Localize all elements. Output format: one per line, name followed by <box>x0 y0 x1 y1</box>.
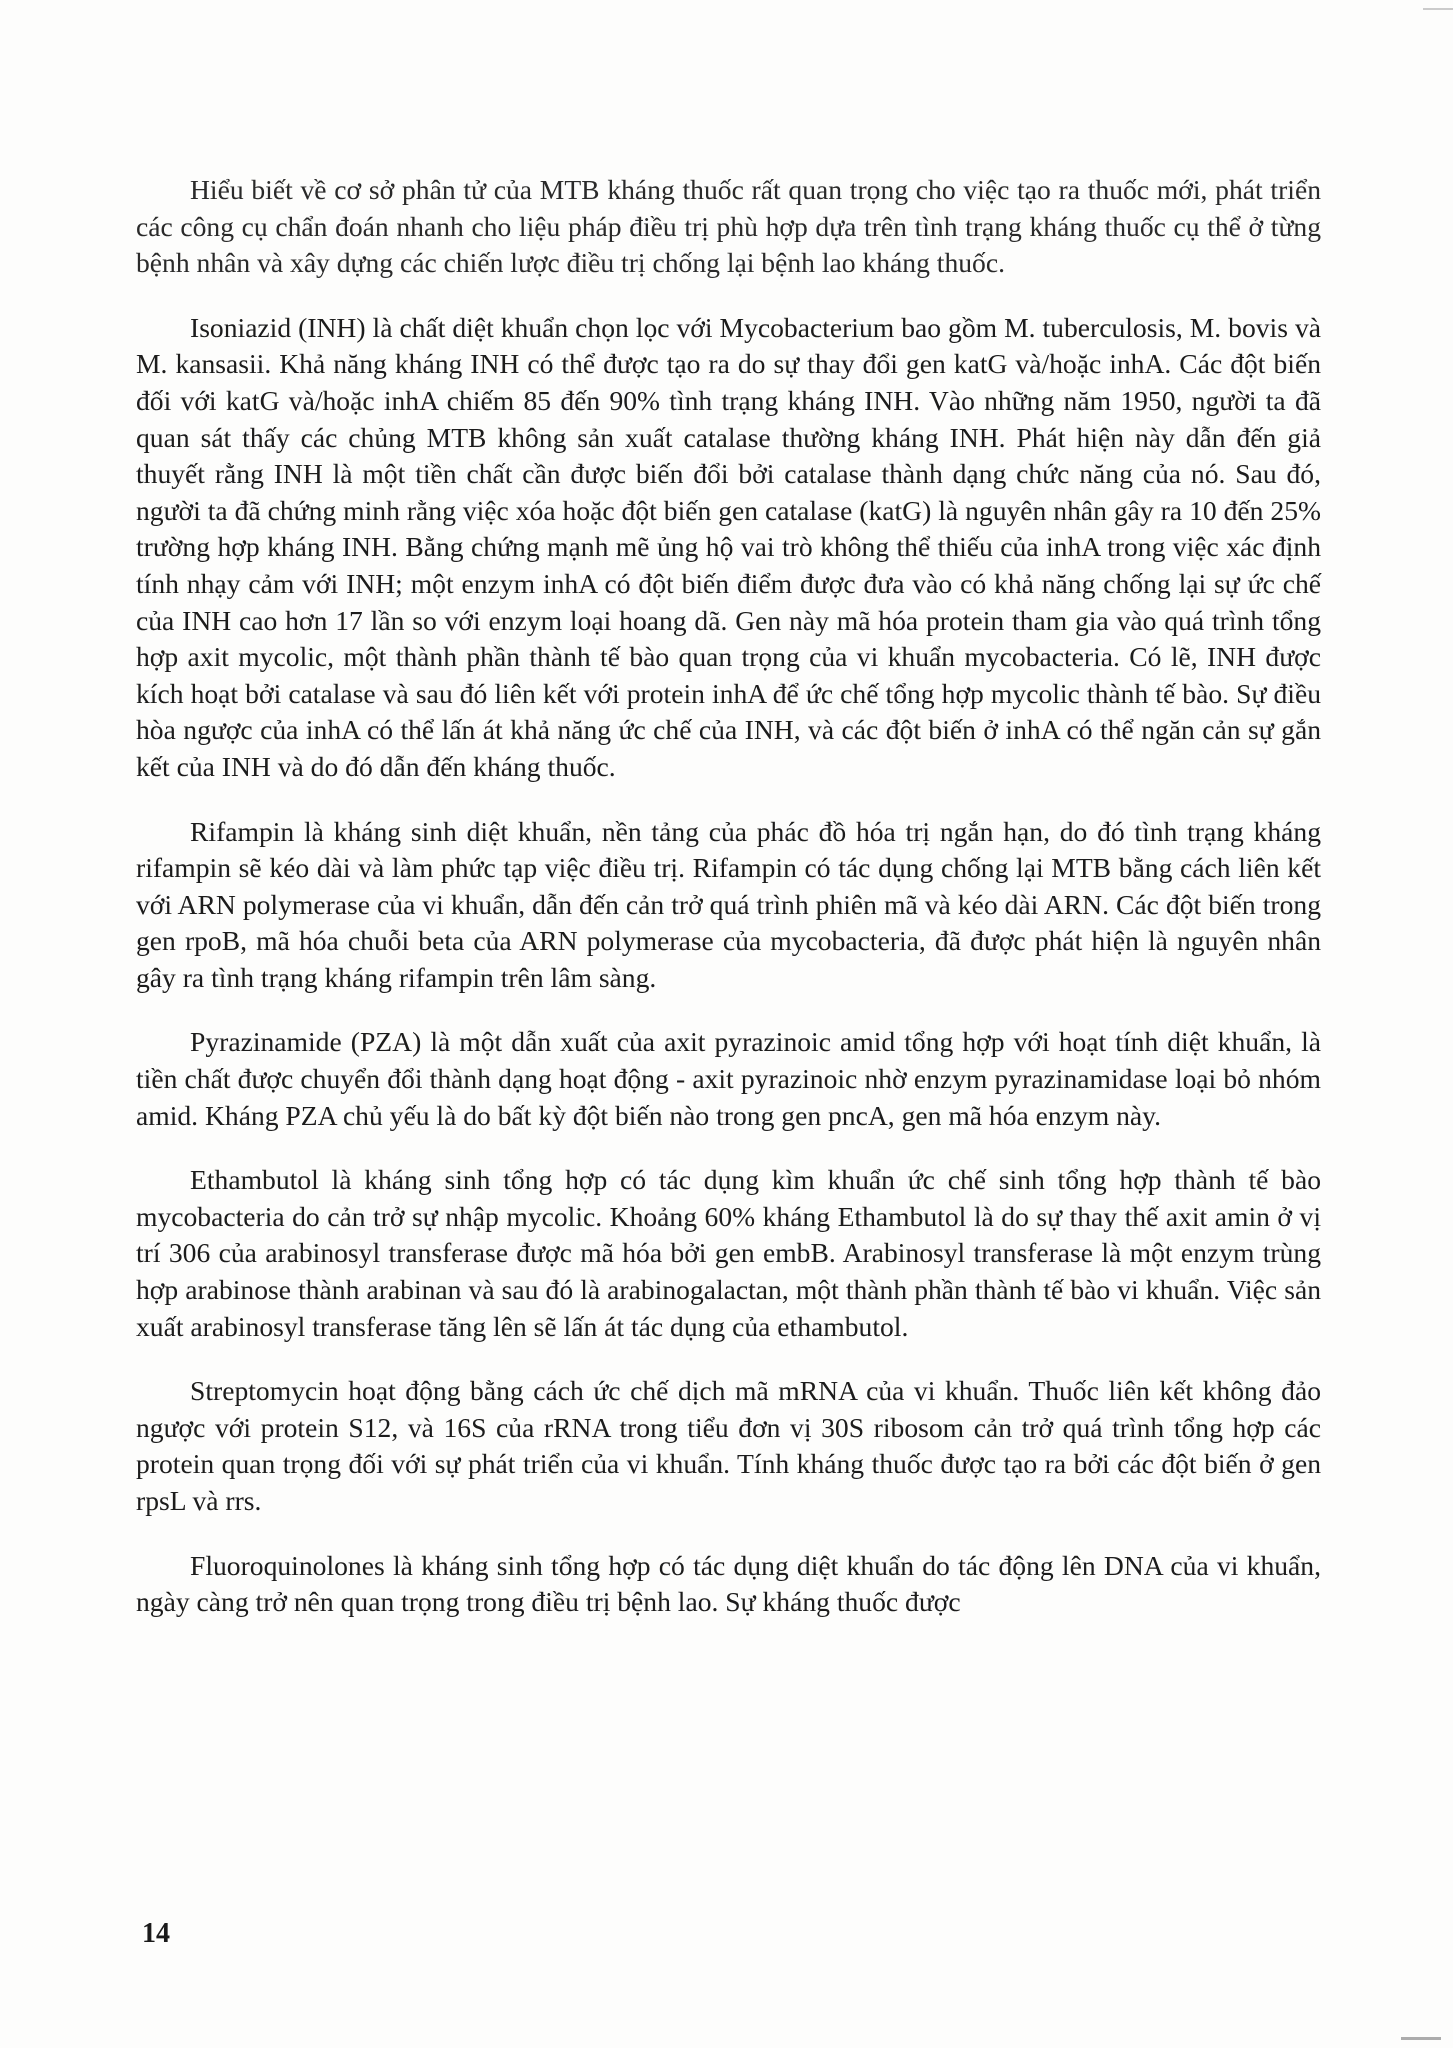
paragraph-7: Fluoroquinolones là kháng sinh tổng hợp có tác dụng diệt khuẩn do tác động lên DNA của vi khuẩn, ngày càng trở nên quan trọng trong điều trị bệnh lao. Sự kháng thuốc được <box>136 1549 1321 1618</box>
scan-edge-mark-bottom <box>1401 2037 1441 2040</box>
paragraph-6: Streptomycin hoạt động bằng cách ức chế dịch mã mRNA của vi khuẩn. Thuốc liên kết không đảo ngược với protein S12, và 16S của rRNA trong tiểu đơn vị 30S ribosom cản trở quá trình tổng hợp các protein quan trọng đối với sự phát triển của vi khuẩn. Tính kháng thuốc được tạo ra bởi các đột biến ở gen rpsL và rrs. <box>136 1375 1321 1516</box>
paragraph-1: Hiểu biết về cơ sở phân tử của MTB kháng thuốc rất quan trọng cho việc tạo ra thuốc mới, phát triển các công cụ chẩn đoán nhanh cho liệu pháp điều trị phù hợp dựa trên tình trạng kháng thuốc cụ thể ở từng bệnh nhân và xây dựng các chiến lược điều trị chống lại bệnh lao kháng thuốc. <box>136 174 1321 279</box>
paragraph-2: Isoniazid (INH) là chất diệt khuẩn chọn lọc với Mycobacterium bao gồm M. tuberculosis, M. bovis và M. kansasii. Khả năng kháng INH có thể được tạo ra do sự thay đổi gen katG và/hoặc inhA. Các đột biến đối với katG và/hoặc inhA chiếm 85 đến 90% tình trạng kháng INH. Vào những năm 1950, người ta đã quan sát thấy các chủng MTB không sản xuất catalase thường kháng INH. Phát hiện này dẫn đến giả thuyết rằng INH là một tiền chất cần được biến đổi bởi catalase thành dạng chức năng của nó. Sau đó, người ta đã chứng minh rằng việc xóa hoặc đột biến gen catalase (katG) là nguyên nhân gây ra 10 đến 25% trường hợp kháng INH. Bằng chứng mạnh mẽ ủng hộ vai trò không thể thiếu của inhA trong việc xác định tính nhạy cảm với INH; một enzym inhA có đột biến điểm được đưa vào có khả năng chống lại sự ức chế của INH cao hơn 17 lần so với enzym loại hoang dã. Gen này mã hóa protein tham gia vào quá trình tổng hợp axit mycolic, một thành phần thành tế bào quan trọng của vi khuẩn mycobacteria. Có lẽ, INH được kích hoạt bởi catalase và sau đó liên kết với protein inhA để ức chế tổng hợp mycolic thành tế bào. Sự điều hòa ngược của inhA có thể lấn át khả năng ức chế của INH, và các đột biến ở inhA có thể ngăn cản sự gắn kết của INH và do đó dẫn đến kháng thuốc. <box>136 311 1321 782</box>
paragraph-5: Ethambutol là kháng sinh tổng hợp có tác dụng kìm khuẩn ức chế sinh tổng hợp thành tế bào mycobacteria do cản trở sự nhập mycolic. Khoảng 60% kháng Ethambutol là do sự thay thế axit amin ở vị trí 306 của arabinosyl transferase được mã hóa bởi gen embB. Arabinosyl transferase là một enzym trùng hợp arabinose thành arabinan và sau đó là arabinogalactan, một thành phần thành tế bào vi khuẩn. Việc sản xuất arabinosyl transferase tăng lên sẽ lấn át tác dụng của ethambutol. <box>136 1164 1321 1342</box>
scan-edge-mark-top <box>1423 8 1453 10</box>
paragraph-3: Rifampin là kháng sinh diệt khuẩn, nền tảng của phác đồ hóa trị ngắn hạn, do đó tình trạng kháng rifampin sẽ kéo dài và làm phức tạp việc điều trị. Rifampin có tác dụng chống lại MTB bằng cách liên kết với ARN polymerase của vi khuẩn, dẫn đến cản trở quá trình phiên mã và kéo dài ARN. Các đột biến trong gen rpoB, mã hóa chuỗi beta của ARN polymerase của mycobacteria, đã được phát hiện là nguyên nhân gây ra tình trạng kháng rifampin trên lâm sàng. <box>136 815 1321 993</box>
page-number: 14 <box>142 1918 170 1949</box>
page-body <box>136 172 1321 1649</box>
paragraph-4: Pyrazinamide (PZA) là một dẫn xuất của axit pyrazinoic amid tổng hợp với hoạt tính diệt khuẩn, là tiền chất được chuyển đổi thành dạng hoạt động - axit pyrazinoic nhờ enzym pyrazinamidase loại bỏ nhóm amid. Kháng PZA chủ yếu là do bất kỳ đột biến nào trong gen pncA, gen mã hóa enzym này. <box>136 1026 1321 1131</box>
